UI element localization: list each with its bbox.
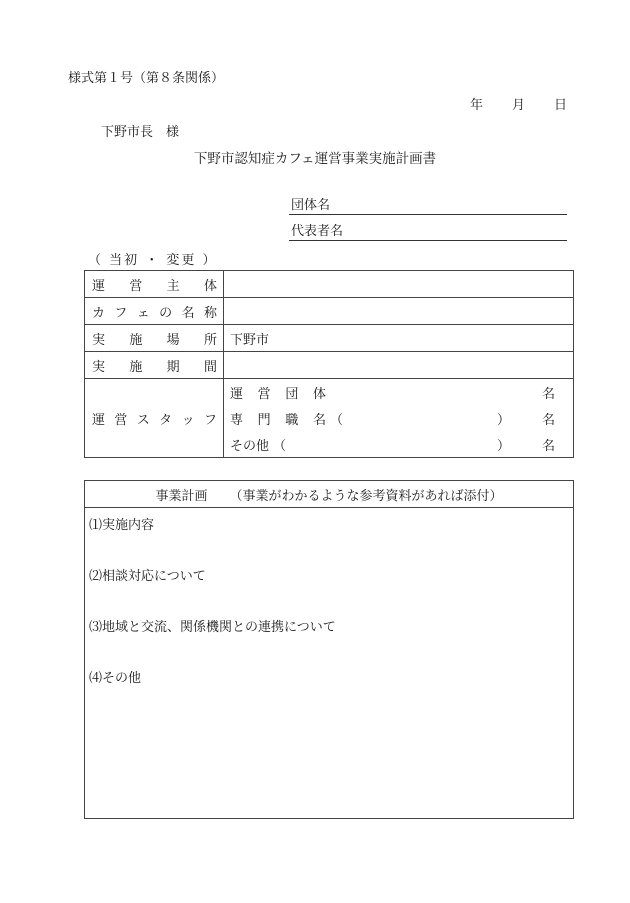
date-day-label: 日 [554,98,568,113]
status-selector: （ 当初 ・ 変更 ） [88,253,218,268]
staff-row-operating-group[interactable] [224,379,573,405]
addressee: 下野市長 様 [101,125,180,140]
staff-type-label: 専 門 職 名 [230,412,326,428]
venue-value[interactable]: 下野市 [224,325,574,352]
form-number: 様式第１号（第８条関係） [68,71,225,86]
operator-value[interactable] [224,271,574,298]
staff-row-other[interactable] [224,431,573,457]
business-plan-note: （事業がわかるような参考資料があれば添付） [229,488,503,504]
table-row [85,325,574,352]
staff-row-professional[interactable] [224,405,573,431]
table-row [85,298,574,325]
staff-unit-label: 名 [541,386,555,402]
staff-type-label: その他 [230,438,270,454]
table-row [85,379,574,458]
date-month-label: 月 [512,98,526,113]
staff-open-paren: （ [273,438,287,454]
period-label: 実 施 期 間 [85,352,224,379]
business-plan-title: 事業計画 [155,488,208,504]
staff-value [224,379,574,458]
period-value[interactable] [224,352,574,379]
date-line [470,94,567,113]
plan-item-community: ⑶地域と交流、関係機関との連携について [89,620,336,635]
venue-label: 実 施 場 所 [85,325,224,352]
staff-close-paren: ） [497,438,511,454]
plan-item-content: ⑴実施内容 [89,518,155,533]
staff-unit-label: 名 [541,438,555,454]
staff-unit-label: 名 [541,412,555,428]
staff-open-paren: （ [330,412,344,428]
cafe-name-label: カ フ ェ の 名 称 [85,298,224,325]
table-row [85,271,574,298]
staff-label: 運 営 ス タ ッ フ [85,379,224,458]
staff-close-paren: ） [497,412,511,428]
organization-name-label: 団体名 [291,198,331,213]
table-row [85,352,574,379]
document-title: 下野市認知症カフェ運営事業実施計画書 [193,151,437,167]
cafe-name-value[interactable] [224,298,574,325]
info-table [84,270,574,458]
staff-type-label: 運 営 団 体 [230,386,326,402]
operator-label: 運 営 主 体 [85,271,224,298]
business-plan-heading [85,481,573,508]
date-year-label: 年 [470,98,484,113]
plan-item-other: ⑷その他 [89,671,142,686]
representative-name-field[interactable] [289,222,567,241]
plan-item-consultation: ⑵相談対応について [89,569,206,584]
business-plan-box[interactable] [84,480,574,819]
representative-name-label: 代表者名 [291,224,344,239]
organization-name-field[interactable] [289,196,567,215]
